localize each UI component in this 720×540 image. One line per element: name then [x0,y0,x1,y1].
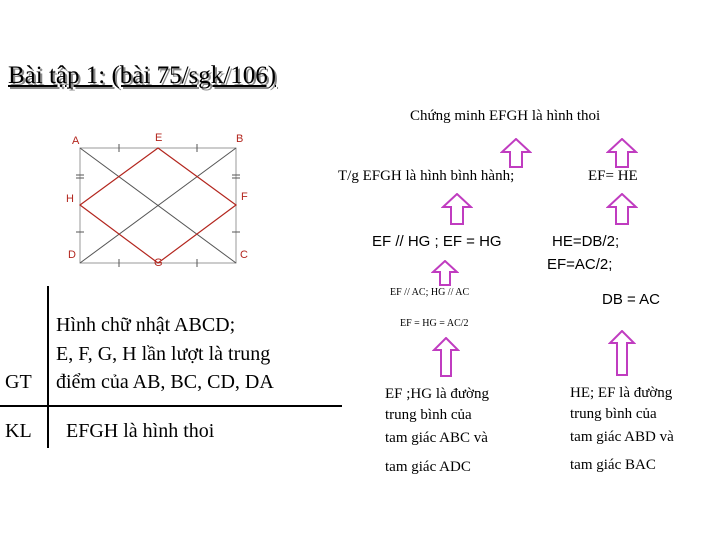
label-g: G [154,257,163,269]
up-arrow-icon [608,330,636,376]
up-arrow-icon [606,138,638,168]
label-b: B [236,133,244,145]
up-arrow-icon [606,193,638,225]
right-reason-line-2: trung bình của [570,406,657,422]
page-title: Bài tập 1: (bài 75/sgk/106) [8,62,277,89]
proof-right-condition-2: EF=AC/2; [547,256,613,273]
proof-right-branch: EF= HE [588,168,638,184]
up-arrow-icon [431,260,459,286]
left-reason-line-3: tam giác ABC và [385,430,488,446]
gt-line-3: điểm của AB, BC, CD, DA [56,371,274,393]
proof-goal: Chứng minh EFGH là hình thoi [410,108,601,124]
label-a: A [72,135,80,147]
right-reason-line-1: HE; EF là đường [570,385,673,401]
label-c: C [240,249,248,261]
proof-right-condition-1: HE=DB/2; [552,233,620,250]
label-f: F [241,191,248,203]
proof-parallel: EF // AC; HG // AC [390,287,470,298]
kl-label: KL [5,420,32,442]
up-arrow-icon [432,337,460,377]
gt-line-2: E, F, G, H lần lượt là trung [56,343,271,365]
gt-label: GT [5,371,32,393]
left-reason-line-2: trung bình của [385,407,472,423]
rectangle-figure [60,120,260,270]
label-e: E [155,132,163,144]
proof-diag-equal: DB = AC [602,291,660,308]
left-reason-line-1: EF ;HG là đường [385,386,489,402]
proof-equal-half: EF = HG = AC/2 [400,318,469,329]
right-reason-line-4: tam giác BAC [570,457,656,473]
proof-left-branch: T/g EFGH là hình bình hành; [338,168,515,184]
right-reason-line-3: tam giác ABD và [570,429,674,445]
proof-left-condition: EF // HG ; EF = HG [372,233,502,250]
kl-text: EFGH là hình thoi [66,420,215,442]
up-arrow-icon [500,138,532,168]
label-h: H [66,193,74,205]
gt-line-1: Hình chữ nhật ABCD; [56,314,236,336]
left-reason-line-4: tam giác ADC [385,459,471,475]
up-arrow-icon [441,193,473,225]
label-d: D [68,249,76,261]
